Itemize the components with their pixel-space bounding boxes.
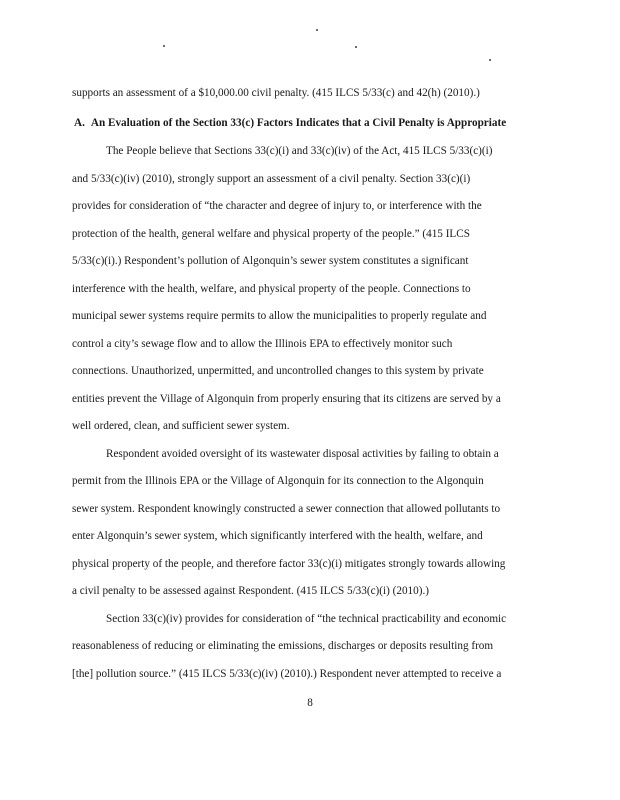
body-line: physical property of the people, and therefore factor 33(c)(i) mitigates strongly towards allowing (72, 558, 506, 570)
body-line: reasonableness of reducing or eliminating the emissions, discharges or deposits resulting from (72, 640, 494, 652)
scan-speck (489, 59, 491, 61)
section-heading (74, 117, 506, 129)
body-line: enter Algonquin’s sewer system, which significantly interfered with the health, welfare, and (72, 530, 483, 542)
section-title: An Evaluation of the Section 33(c) Factors Indicates that a Civil Penalty is Appropriate (90, 117, 507, 129)
body-line: well ordered, clean, and sufficient sewer system. (72, 420, 290, 432)
body-line: sewer system. Respondent knowingly constructed a sewer connection that allowed pollutants to (72, 503, 501, 515)
scan-speck (316, 29, 318, 31)
body-line: The People believe that Sections 33(c)(i) and 33(c)(iv) of the Act, 415 ILCS 5/33(c)(i) (106, 145, 493, 157)
section-label: A. (74, 117, 85, 129)
body-line: [the] pollution source.” (415 ILCS 5/33(c)(iv) (2010).) Respondent never attempted to receive a (72, 668, 502, 680)
body-line: permit from the Illinois EPA or the Village of Algonquin for its connection to the Algonquin (72, 475, 484, 487)
body-line: connections. Unauthorized, unpermitted, and uncontrolled changes to this system by private (72, 365, 484, 377)
body-line: entities prevent the Village of Algonquin from properly ensuring that its citizens are served by a (72, 393, 501, 405)
opening-line: supports an assessment of a $10,000.00 civil penalty. (415 ILCS 5/33(c) and 42(h) (2010).) (72, 87, 480, 99)
scan-speck (355, 46, 357, 48)
body-line: Section 33(c)(iv) provides for consideration of “the technical practicability and economic (106, 613, 507, 625)
body-line: municipal sewer systems require permits to allow the municipalities to properly regulate and (72, 310, 487, 322)
scan-speck (163, 45, 165, 47)
page-number: 8 (307, 697, 313, 709)
body-line: interference with the health, welfare, and physical property of the people. Connections to (72, 283, 471, 295)
body-line: a civil penalty to be assessed against Respondent. (415 ILCS 5/33(c)(i) (2010).) (72, 585, 429, 597)
body-line: control a city’s sewage flow and to allow the Illinois EPA to effectively monitor such (72, 338, 453, 350)
body-line: and 5/33(c)(iv) (2010), strongly support an assessment of a civil penalty. Section 33(c)(i) (72, 173, 471, 185)
body-line: Respondent avoided oversight of its wastewater disposal activities by failing to obtain a (106, 448, 499, 460)
body-line: protection of the health, general welfare and physical property of the people.” (415 ILCS (72, 228, 470, 240)
body-line: provides for consideration of “the character and degree of injury to, or interference with the (72, 200, 482, 212)
body-line: 5/33(c)(i).) Respondent’s pollution of Algonquin’s sewer system constitutes a significant (72, 255, 469, 267)
